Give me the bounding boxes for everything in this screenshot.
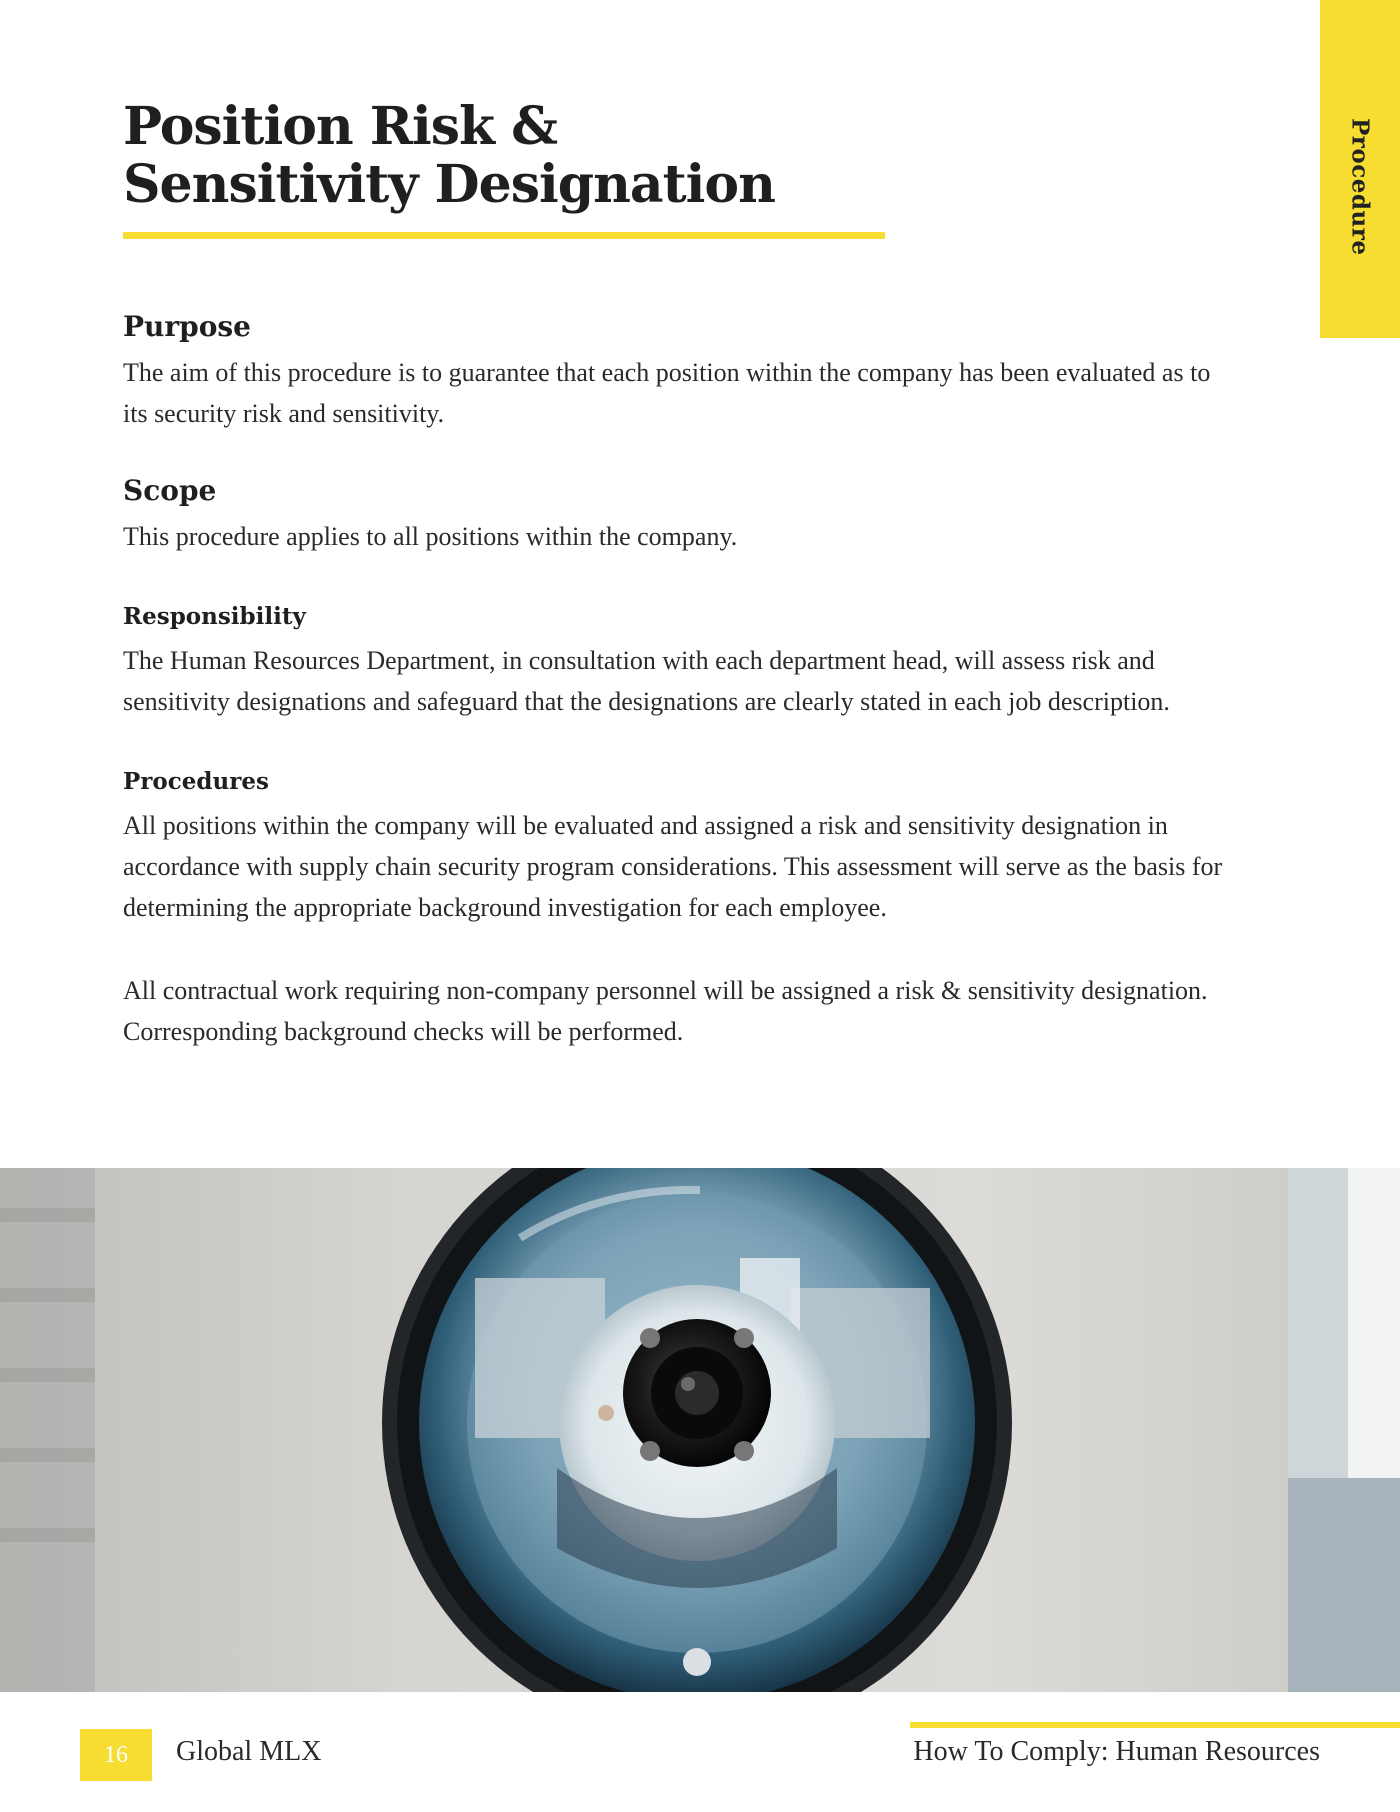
side-tab [1320, 0, 1400, 338]
purpose-line: its security risk and sensitivity. [123, 399, 445, 428]
procedures-text [123, 805, 1283, 928]
page-number: 16 [104, 1741, 128, 1768]
procedures-heading: Procedures [123, 768, 269, 795]
scope-line: This procedure applies to all positions within the company. [123, 522, 738, 551]
page-title [123, 98, 1023, 214]
responsibility-line: sensitivity designations and safeguard that the designations are clearly stated in each job description. [123, 687, 1170, 716]
footer-accent-rule [910, 1722, 1400, 1728]
procedures-line: accordance with supply chain security program considerations. This assessment will serve as the basis for [123, 852, 1223, 881]
title-underline [123, 232, 885, 239]
page-title-line-1: Position Risk & [123, 96, 558, 157]
scope-heading: Scope [123, 474, 217, 507]
procedures-line: determining the appropriate background investigation for each employee. [123, 893, 887, 922]
side-tab-label: Procedure [1346, 118, 1374, 256]
footer-document-title: How To Comply: Human Resources [913, 1736, 1320, 1767]
purpose-line: The aim of this procedure is to guarantee that each position within the company has been evaluated as to [123, 358, 1211, 387]
purpose-heading: Purpose [123, 310, 251, 343]
procedures-text-2 [123, 970, 1283, 1052]
responsibility-heading: Responsibility [123, 603, 306, 630]
purpose-text [123, 352, 1283, 434]
procedures-line: All contractual work requiring non-company personnel will be assigned a risk & sensitivity designation. [123, 976, 1208, 1005]
responsibility-text [123, 640, 1283, 722]
page-number-box [80, 1729, 152, 1781]
procedures-line: Corresponding background checks will be performed. [123, 1017, 684, 1046]
scope-text [123, 516, 1283, 557]
footer-organization: Global MLX [176, 1736, 322, 1767]
responsibility-line: The Human Resources Department, in consultation with each department head, will assess risk and [123, 646, 1155, 675]
security-camera-photo [0, 1168, 1400, 1692]
page-title-line-2: Sensitivity Designation [123, 154, 775, 215]
camera-lens-illustration [0, 1168, 1400, 1692]
procedures-line: All positions within the company will be evaluated and assigned a risk and sensitivity designation in [123, 811, 1168, 840]
